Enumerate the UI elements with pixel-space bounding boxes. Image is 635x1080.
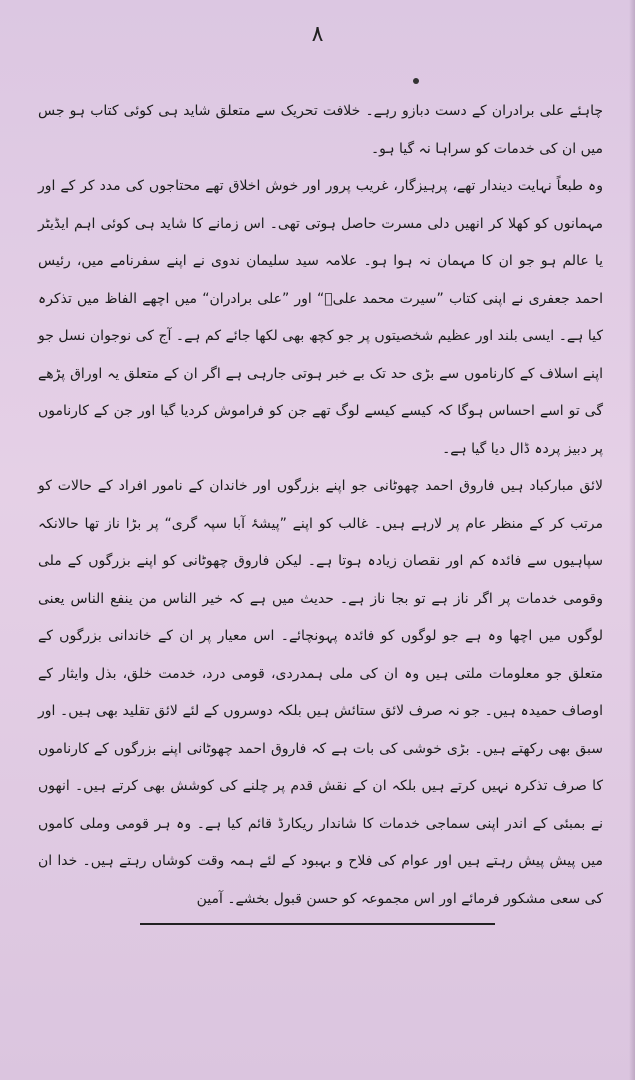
body-text: [38, 93, 603, 918]
paragraph-1: چاہئے علی برادران کے دست دبازو رہے۔ خلافت تحریک سے متعلق شاید ہی کوئی کتاب ہو جس میں ان کی خدمات کو سراہا نہ گیا ہو۔: [38, 103, 603, 157]
end-divider-line: [140, 923, 495, 925]
paragraph-3: لائق مبارکباد ہیں فاروق احمد چھوٹانی جو اپنے بزرگوں اور خاندان کے نامور افراد کے حالات کو مرتب کر کے منظر عام پر لارہے ہیں۔ غالب کو اپنے ”پیشۂ آبا سپہ گری“ پر بڑا ناز تھا حالانکہ سپاہیوں سے فائدہ کم اور نقصان زیادہ ہوتا ہے۔ لیکن فاروق چھوٹانی کو اپنے بزرگوں کے ملی وقومی خدمات پر اگر ناز ہے تو بجا ناز ہے۔ حدیث میں ہے کہ خیر الناس من ینفع الناس یعنی لوگوں میں اچھا وہ ہے جو لوگوں کو فائدہ پہونچائے۔ اس معیار پر ان کے خاندانی بزرگوں کے متعلق جو معلومات ملتی ہیں وہ ان کی ملی ہمدردی، قومی درد، خدمت خلق، بذل وایثار کے اوصاف حمیدہ ہیں۔ جو نہ صرف لائق ستائش ہیں بلکہ دوسروں کے لئے لائق تقلید بھی ہیں۔ اور سبق بھی رکھتے ہیں۔ بڑی خوشی کی بات ہے کہ فاروق احمد چھوٹانی اپنے بزرگوں کے کارناموں کا صرف تذکرہ نہیں کرتے ہیں بلکہ ان کے نقش قدم پر چلنے کی کوشش بھی کرتے ہیں۔ انھوں نے بمبئی کے اندر اپنی سماجی خدمات کا شاندار ریکارڈ قائم کیا ہے۔ وہ ہر قومی وملی کاموں میں پیش پیش رہتے ہیں اور عوام کی فلاح و بہبود کے لئے ہمہ وقت کوشاں رہتے ہیں۔ خدا ان کی سعی مشکور فرمائے اور اس مجموعہ کو حسن قبول بخشے۔ آمین: [38, 478, 603, 907]
paragraph-2: وہ طبعاً نہایت دیندار تھے، پرہیزگار، غریب پرور اور خوش اخلاق تھے محتاجوں کی مدد کر کے اور مہمانوں کو کھلا کر انھیں دلی مسرت حاصل ہوتی تھی۔ اس زمانے کا شاید ہی کوئی اہم ایڈیٹر یا عالم ہو جو ان کا مہمان نہ ہوا ہو۔ علامہ سید سلیمان ندوی نے اپنے سفرنامے میں، رئیس احمد جعفری نے اپنی کتاب ”سیرت محمد علیؒ“ اور ”علی برادران“ میں اچھے الفاظ میں تذکرہ کیا ہے۔ ایسی بلند اور عظیم شخصیتوں پر جو کچھ بھی لکھا جائے کم ہے۔ آج کی نوجوان نسل جو اپنے اسلاف کے کارناموں سے بڑی حد تک بے خبر ہوتی جارہی ہے اگر ان کے متعلق یہ اوراق پڑھے گی تو اسے احساس ہوگا کہ کیسے کیسے لوگ تھے جن کو فراموش کردیا گیا اور جن کے کارناموں پر دبیز پردہ ڈال دیا گیا ہے۔: [38, 178, 603, 457]
page-number: ۸: [311, 22, 324, 47]
page-edge-shadow: [629, 0, 635, 1080]
ink-dot: [413, 78, 419, 84]
